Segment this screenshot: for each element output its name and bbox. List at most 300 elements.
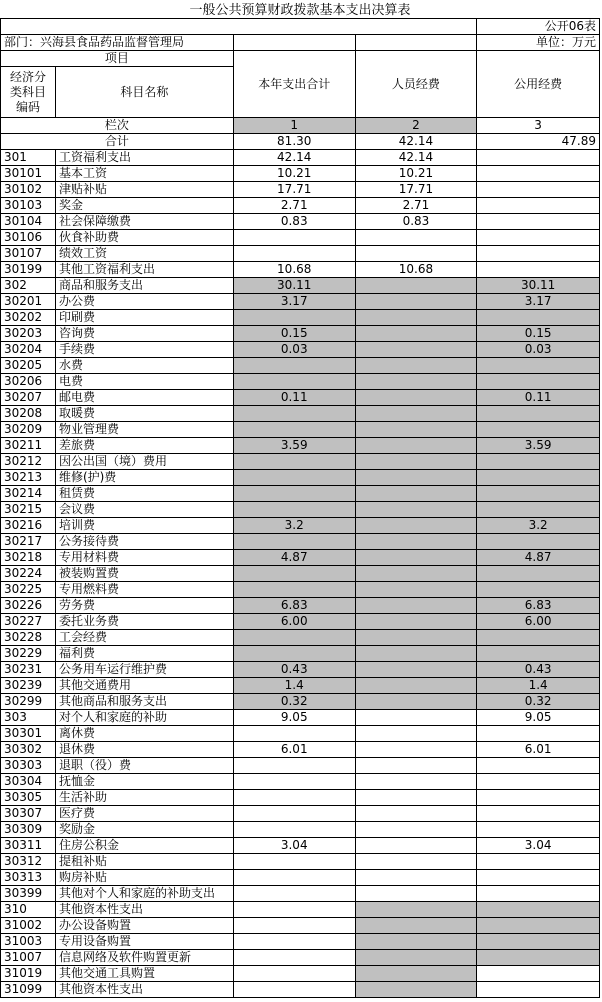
row-total	[233, 230, 355, 246]
row-code: 30302	[1, 742, 56, 758]
table-row	[1, 390, 600, 406]
row-public	[477, 262, 600, 278]
table-row	[1, 742, 600, 758]
row-name: 印刷费	[55, 310, 233, 326]
row-total	[233, 310, 355, 326]
table-row	[1, 870, 600, 886]
row-name: 抚恤金	[55, 774, 233, 790]
row-name: 其他资本性支出	[55, 902, 233, 918]
table-row	[1, 646, 600, 662]
table-row	[1, 326, 600, 342]
table-row	[1, 790, 600, 806]
row-personnel	[355, 230, 477, 246]
table-row	[1, 838, 600, 854]
row-personnel	[355, 774, 477, 790]
row-total: 0.11	[233, 390, 355, 406]
row-personnel	[355, 918, 477, 934]
row-public	[477, 198, 600, 214]
row-name: 离休费	[55, 726, 233, 742]
row-total	[233, 374, 355, 390]
row-personnel	[355, 374, 477, 390]
row-code: 310	[1, 902, 56, 918]
table-row	[1, 582, 600, 598]
row-personnel	[355, 742, 477, 758]
row-code: 30216	[1, 518, 56, 534]
column-index-label: 栏次	[1, 118, 234, 134]
row-personnel	[355, 934, 477, 950]
row-public	[477, 406, 600, 422]
row-name: 住房公积金	[55, 838, 233, 854]
row-public: 9.05	[477, 710, 600, 726]
row-name: 商品和服务支出	[55, 278, 233, 294]
row-public	[477, 854, 600, 870]
row-total	[233, 918, 355, 934]
row-public	[477, 454, 600, 470]
row-name: 社会保障缴费	[55, 214, 233, 230]
row-total: 3.04	[233, 838, 355, 854]
table-row	[1, 518, 600, 534]
row-name: 取暖费	[55, 406, 233, 422]
table-row	[1, 166, 600, 182]
row-public	[477, 726, 600, 742]
row-personnel	[355, 310, 477, 326]
table-row	[1, 406, 600, 422]
row-code: 30214	[1, 486, 56, 502]
row-personnel	[355, 454, 477, 470]
row-personnel	[355, 886, 477, 902]
table-row	[1, 806, 600, 822]
row-personnel	[355, 534, 477, 550]
row-name: 津贴补贴	[55, 182, 233, 198]
row-personnel	[355, 870, 477, 886]
row-code: 30211	[1, 438, 56, 454]
column-index-2: 2	[355, 118, 477, 134]
table-row	[1, 278, 600, 294]
row-personnel	[355, 598, 477, 614]
row-total	[233, 534, 355, 550]
row-name: 邮电费	[55, 390, 233, 406]
table-row	[1, 950, 600, 966]
row-name: 劳务费	[55, 598, 233, 614]
row-name: 福利费	[55, 646, 233, 662]
table-row	[1, 934, 600, 950]
row-personnel	[355, 438, 477, 454]
row-name: 办公设备购置	[55, 918, 233, 934]
row-public: 0.32	[477, 694, 600, 710]
table-row	[1, 774, 600, 790]
row-name: 咨询费	[55, 326, 233, 342]
row-total: 3.2	[233, 518, 355, 534]
table-row	[1, 374, 600, 390]
row-code: 30239	[1, 678, 56, 694]
row-personnel	[355, 390, 477, 406]
row-name: 因公出国（境）费用	[55, 454, 233, 470]
row-public	[477, 246, 600, 262]
row-total: 0.03	[233, 342, 355, 358]
row-name: 绩效工资	[55, 246, 233, 262]
row-name: 租赁费	[55, 486, 233, 502]
row-code: 30203	[1, 326, 56, 342]
row-personnel	[355, 326, 477, 342]
row-code: 30107	[1, 246, 56, 262]
row-code: 30312	[1, 854, 56, 870]
header-public: 公用经费	[477, 51, 600, 118]
row-total: 6.00	[233, 614, 355, 630]
header-item-name: 科目名称	[55, 67, 233, 118]
row-total	[233, 806, 355, 822]
row-code: 30217	[1, 534, 56, 550]
row-code: 30226	[1, 598, 56, 614]
row-public	[477, 374, 600, 390]
row-personnel: 42.14	[355, 150, 477, 166]
row-personnel	[355, 950, 477, 966]
row-code: 30309	[1, 822, 56, 838]
row-code: 30229	[1, 646, 56, 662]
row-public	[477, 230, 600, 246]
row-code: 30225	[1, 582, 56, 598]
row-code: 31007	[1, 950, 56, 966]
row-name: 其他交通费用	[55, 678, 233, 694]
row-code: 30313	[1, 870, 56, 886]
row-personnel: 17.71	[355, 182, 477, 198]
row-public: 3.17	[477, 294, 600, 310]
row-total: 17.71	[233, 182, 355, 198]
row-public	[477, 870, 600, 886]
row-personnel	[355, 806, 477, 822]
row-personnel	[355, 678, 477, 694]
row-total: 6.83	[233, 598, 355, 614]
row-public	[477, 422, 600, 438]
table-row	[1, 598, 600, 614]
row-code: 30299	[1, 694, 56, 710]
row-personnel	[355, 614, 477, 630]
row-public	[477, 806, 600, 822]
row-personnel	[355, 822, 477, 838]
table-row	[1, 918, 600, 934]
total-label: 合计	[1, 134, 234, 150]
row-public: 0.11	[477, 390, 600, 406]
row-public: 6.01	[477, 742, 600, 758]
department-label: 部门：兴海县食品药品监督管理局	[1, 35, 234, 51]
row-name: 专用燃料费	[55, 582, 233, 598]
row-total	[233, 790, 355, 806]
row-public	[477, 166, 600, 182]
table-row	[1, 982, 600, 998]
row-public	[477, 582, 600, 598]
row-personnel	[355, 790, 477, 806]
row-total	[233, 406, 355, 422]
row-public	[477, 934, 600, 950]
row-public	[477, 150, 600, 166]
row-code: 30227	[1, 614, 56, 630]
table-row	[1, 486, 600, 502]
row-personnel	[355, 246, 477, 262]
table-row	[1, 262, 600, 278]
row-name: 培训费	[55, 518, 233, 534]
row-name: 工会经费	[55, 630, 233, 646]
row-personnel	[355, 278, 477, 294]
row-personnel	[355, 566, 477, 582]
row-total: 4.87	[233, 550, 355, 566]
table-row	[1, 550, 600, 566]
row-total: 10.21	[233, 166, 355, 182]
row-code: 302	[1, 278, 56, 294]
table-row	[1, 726, 600, 742]
table-row	[1, 630, 600, 646]
row-personnel	[355, 294, 477, 310]
row-name: 生活补助	[55, 790, 233, 806]
row-name: 维修(护)费	[55, 470, 233, 486]
row-code: 30212	[1, 454, 56, 470]
table-code: 公开06表	[477, 19, 600, 35]
table-row	[1, 294, 600, 310]
row-personnel	[355, 710, 477, 726]
row-total	[233, 454, 355, 470]
row-total	[233, 726, 355, 742]
row-personnel: 10.68	[355, 262, 477, 278]
total-sum: 81.30	[233, 134, 355, 150]
row-name: 医疗费	[55, 806, 233, 822]
table-row	[1, 182, 600, 198]
table-row	[1, 886, 600, 902]
table-row	[1, 694, 600, 710]
header-econ-code: 经济分类科目编码	[1, 67, 56, 118]
row-code: 30215	[1, 502, 56, 518]
row-total	[233, 854, 355, 870]
table-row	[1, 678, 600, 694]
table-row	[1, 198, 600, 214]
row-total	[233, 902, 355, 918]
row-personnel	[355, 902, 477, 918]
table-row	[1, 662, 600, 678]
row-public	[477, 630, 600, 646]
row-code: 30303	[1, 758, 56, 774]
row-code: 30202	[1, 310, 56, 326]
row-total	[233, 422, 355, 438]
table-row	[1, 966, 600, 982]
row-name: 专用材料费	[55, 550, 233, 566]
page-title: 一般公共预算财政拨款基本支出决算表	[189, 3, 411, 18]
row-total: 30.11	[233, 278, 355, 294]
row-code: 30101	[1, 166, 56, 182]
row-personnel: 2.71	[355, 198, 477, 214]
row-name: 水费	[55, 358, 233, 374]
row-code: 30199	[1, 262, 56, 278]
row-code: 30102	[1, 182, 56, 198]
row-total: 0.43	[233, 662, 355, 678]
row-total: 3.17	[233, 294, 355, 310]
table-row	[1, 438, 600, 454]
row-name: 手续费	[55, 342, 233, 358]
row-personnel	[355, 694, 477, 710]
table-row	[1, 214, 600, 230]
row-public: 0.15	[477, 326, 600, 342]
row-total	[233, 486, 355, 502]
row-public	[477, 358, 600, 374]
row-name: 对个人和家庭的补助	[55, 710, 233, 726]
row-public: 3.2	[477, 518, 600, 534]
row-total: 10.68	[233, 262, 355, 278]
column-index-1: 1	[233, 118, 355, 134]
row-name: 办公费	[55, 294, 233, 310]
table-row	[1, 534, 600, 550]
row-code: 30311	[1, 838, 56, 854]
table-row	[1, 230, 600, 246]
row-code: 31003	[1, 934, 56, 950]
row-name: 退职（役）费	[55, 758, 233, 774]
row-total: 9.05	[233, 710, 355, 726]
row-personnel	[355, 582, 477, 598]
row-public: 3.59	[477, 438, 600, 454]
row-name: 伙食补助费	[55, 230, 233, 246]
row-personnel	[355, 662, 477, 678]
table-row	[1, 822, 600, 838]
row-code: 30208	[1, 406, 56, 422]
row-total	[233, 566, 355, 582]
row-personnel	[355, 358, 477, 374]
row-personnel	[355, 422, 477, 438]
row-name: 购房补贴	[55, 870, 233, 886]
row-code: 30301	[1, 726, 56, 742]
row-code: 30103	[1, 198, 56, 214]
row-total: 0.83	[233, 214, 355, 230]
row-personnel	[355, 758, 477, 774]
row-total: 3.59	[233, 438, 355, 454]
row-total	[233, 950, 355, 966]
row-public	[477, 214, 600, 230]
table-row	[1, 502, 600, 518]
row-personnel	[355, 646, 477, 662]
row-total: 0.15	[233, 326, 355, 342]
row-public	[477, 534, 600, 550]
row-name: 其他商品和服务支出	[55, 694, 233, 710]
row-code: 30106	[1, 230, 56, 246]
total-public: 47.89	[477, 134, 600, 150]
row-total	[233, 470, 355, 486]
table-row	[1, 150, 600, 166]
row-total: 2.71	[233, 198, 355, 214]
row-public	[477, 982, 600, 998]
row-total	[233, 870, 355, 886]
row-code: 30104	[1, 214, 56, 230]
row-personnel	[355, 486, 477, 502]
row-personnel	[355, 502, 477, 518]
row-public	[477, 502, 600, 518]
row-public: 3.04	[477, 838, 600, 854]
row-total: 6.01	[233, 742, 355, 758]
row-name: 物业管理费	[55, 422, 233, 438]
row-personnel	[355, 550, 477, 566]
row-name: 电费	[55, 374, 233, 390]
row-personnel	[355, 726, 477, 742]
row-total	[233, 822, 355, 838]
row-personnel	[355, 854, 477, 870]
row-code: 30209	[1, 422, 56, 438]
table-row	[1, 470, 600, 486]
row-public: 1.4	[477, 678, 600, 694]
row-personnel	[355, 630, 477, 646]
row-total	[233, 582, 355, 598]
row-public	[477, 950, 600, 966]
row-total: 0.32	[233, 694, 355, 710]
row-public: 0.03	[477, 342, 600, 358]
row-public: 6.00	[477, 614, 600, 630]
expenditure-table	[0, 18, 600, 998]
table-row	[1, 454, 600, 470]
row-name: 提租补贴	[55, 854, 233, 870]
row-name: 信息网络及软件购置更新	[55, 950, 233, 966]
row-name: 其他资本性支出	[55, 982, 233, 998]
row-code: 30228	[1, 630, 56, 646]
row-total	[233, 758, 355, 774]
row-name: 专用设备购置	[55, 934, 233, 950]
row-public: 6.83	[477, 598, 600, 614]
row-code: 30305	[1, 790, 56, 806]
row-personnel	[355, 406, 477, 422]
row-code: 30218	[1, 550, 56, 566]
row-personnel	[355, 966, 477, 982]
row-name: 其他工资福利支出	[55, 262, 233, 278]
row-code: 30207	[1, 390, 56, 406]
row-public	[477, 470, 600, 486]
row-public	[477, 486, 600, 502]
row-public	[477, 774, 600, 790]
row-public	[477, 182, 600, 198]
row-personnel: 0.83	[355, 214, 477, 230]
row-name: 奖金	[55, 198, 233, 214]
row-total: 1.4	[233, 678, 355, 694]
table-row	[1, 358, 600, 374]
row-name: 退休费	[55, 742, 233, 758]
row-public: 0.43	[477, 662, 600, 678]
row-personnel	[355, 470, 477, 486]
row-code: 30206	[1, 374, 56, 390]
row-public	[477, 902, 600, 918]
row-personnel: 10.21	[355, 166, 477, 182]
table-row	[1, 902, 600, 918]
total-personnel: 42.14	[355, 134, 477, 150]
row-code: 301	[1, 150, 56, 166]
row-public	[477, 886, 600, 902]
table-row	[1, 758, 600, 774]
row-name: 其他对个人和家庭的补助支出	[55, 886, 233, 902]
row-code: 30304	[1, 774, 56, 790]
row-public	[477, 966, 600, 982]
row-public	[477, 646, 600, 662]
row-name: 被装购置费	[55, 566, 233, 582]
row-public	[477, 566, 600, 582]
row-total	[233, 982, 355, 998]
row-code: 31019	[1, 966, 56, 982]
row-code: 30213	[1, 470, 56, 486]
row-personnel	[355, 342, 477, 358]
row-name: 公务用车运行维护费	[55, 662, 233, 678]
row-total: 42.14	[233, 150, 355, 166]
row-name: 会议费	[55, 502, 233, 518]
table-row	[1, 246, 600, 262]
table-row	[1, 614, 600, 630]
row-name: 基本工资	[55, 166, 233, 182]
row-name: 工资福利支出	[55, 150, 233, 166]
row-code: 30205	[1, 358, 56, 374]
row-code: 30399	[1, 886, 56, 902]
table-row	[1, 710, 600, 726]
row-total	[233, 774, 355, 790]
row-name: 奖励金	[55, 822, 233, 838]
row-total	[233, 886, 355, 902]
column-index-3: 3	[477, 118, 600, 134]
row-personnel	[355, 518, 477, 534]
